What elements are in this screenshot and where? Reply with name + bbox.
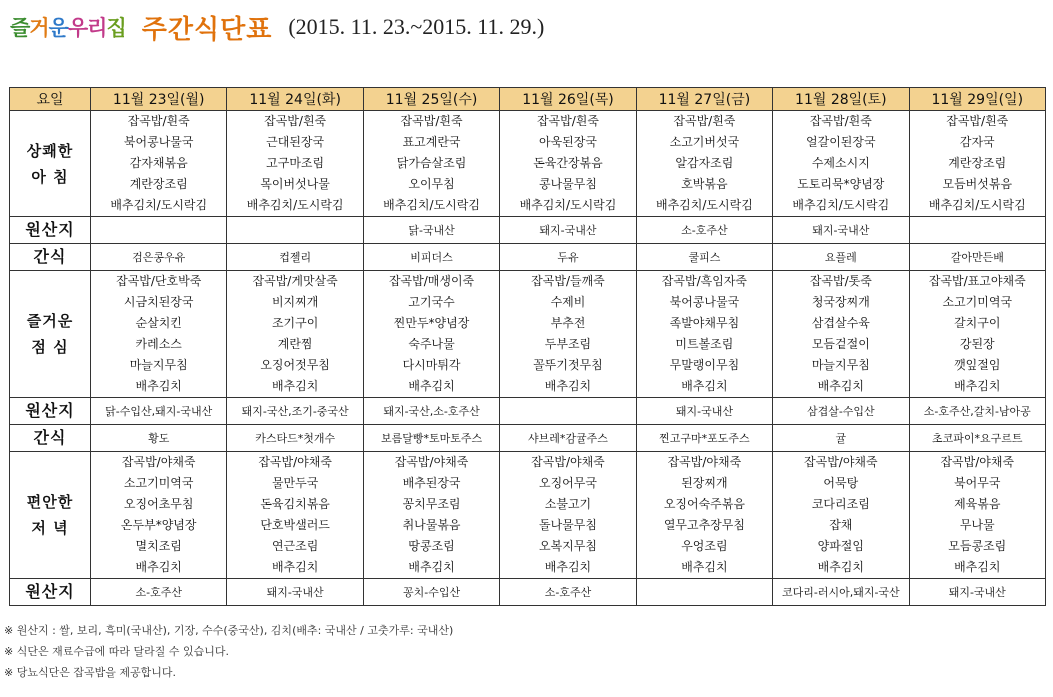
menu-item: 배추김치 — [681, 560, 728, 574]
lunch-origin-cell: 돼지-국산,소-호주산 — [363, 398, 499, 425]
weekly-menu-table — [9, 87, 1046, 606]
menu-item: 돌나물무침 — [538, 518, 597, 532]
menu-item: 배추김치 — [408, 379, 455, 393]
menu-item: 제육볶음 — [954, 497, 1001, 511]
dinner-cell — [909, 452, 1045, 579]
menu-item: 된장찌개 — [681, 476, 728, 490]
menu-item: 취나물볶음 — [402, 518, 461, 532]
menu-item: 모듬콩조림 — [948, 539, 1007, 553]
day-header: 11월 29일(일) — [909, 88, 1045, 111]
menu-item: 돈육김치볶음 — [260, 497, 330, 511]
menu-item: 고구마조림 — [266, 156, 325, 170]
day-header: 11월 26일(목) — [500, 88, 636, 111]
lunch-label — [10, 271, 91, 398]
menu-item: 꼴뚜기젓무침 — [533, 358, 603, 372]
menu-item: 잡곡밥/야채죽 — [940, 455, 1015, 469]
menu-item: 잡채 — [829, 518, 853, 532]
dinner-origin-cell: 돼지-국내산 — [227, 579, 363, 606]
menu-item: 꽁치무조림 — [402, 497, 461, 511]
dinner-label-line: 편안한 — [26, 493, 74, 511]
footnotes — [4, 620, 453, 683]
lunch-cell — [909, 271, 1045, 398]
menu-item: 숙주나물 — [408, 337, 455, 351]
menu-item: 두부조림 — [544, 337, 592, 351]
menu-item: 고기국수 — [408, 295, 455, 309]
afternoon-snack-cell: 카스타드*첫개수 — [227, 425, 363, 452]
day-header: 11월 27일(금) — [636, 88, 772, 111]
menu-item: 잡곡밥/흑임자죽 — [661, 274, 747, 288]
menu-item: 배추김치 — [271, 560, 319, 574]
menu-item: 잡곡밥/흰죽 — [946, 114, 1009, 128]
menu-item: 땅콩조림 — [408, 539, 455, 553]
lunch-label-line: 점 심 — [31, 338, 69, 356]
menu-item: 오징어초무침 — [123, 497, 194, 511]
lunch-cell — [91, 271, 227, 398]
menu-item: 잡곡밥/게맛살죽 — [252, 274, 338, 288]
afternoon-snack-cell: 샤브레*감귤주스 — [500, 425, 636, 452]
afternoon-snack-cell: 귤 — [773, 425, 909, 452]
menu-item: 알감자조림 — [675, 156, 734, 170]
dinner-cell — [636, 452, 772, 579]
menu-item: 잡곡밥/들깨죽 — [531, 274, 605, 288]
menu-item: 잡곡밥/매생이죽 — [388, 274, 475, 288]
menu-item: 북어무국 — [954, 476, 1001, 490]
menu-item: 잡곡밥/흰죽 — [400, 114, 463, 128]
logo-char: 우리 — [67, 16, 107, 40]
menu-item: 배추된장국 — [402, 476, 461, 490]
dinner-label-line: 저 녁 — [31, 519, 69, 537]
footnote: ※ 식단은 재료수급에 따라 달라질 수 있습니다. — [4, 645, 229, 658]
menu-item: 감자국 — [959, 135, 995, 149]
lunch-origin-cell: 소-호주산,갈치-남아공 — [909, 398, 1045, 425]
menu-item: 배추김치/도시락김 — [246, 198, 344, 212]
menu-item: 표고계란국 — [402, 135, 461, 149]
menu-item: 순살치킨 — [135, 316, 182, 330]
day-header-corner: 요일 — [10, 88, 91, 111]
menu-item: 배추김치/도시락김 — [519, 198, 617, 212]
menu-item: 부추전 — [550, 316, 586, 330]
menu-item: 배추김치 — [954, 560, 1001, 574]
menu-item: 멸치조림 — [135, 539, 182, 553]
menu-period: (2015. 11. 23.~2015. 11. 29.) — [288, 14, 545, 39]
breakfast-origin-cell: 소-호주산 — [636, 217, 772, 244]
breakfast-row — [10, 111, 1046, 217]
menu-item: 잡곡밥/야채죽 — [667, 455, 742, 469]
dinner-origin-cell: 소-호주산 — [500, 579, 636, 606]
menu-item: 미트볼조림 — [675, 337, 734, 351]
menu-item: 배추김치/도시락김 — [383, 198, 480, 212]
menu-item: 오복지무침 — [538, 539, 597, 553]
lunch-origin-label: 원산지 — [10, 398, 91, 425]
menu-item: 마늘지무침 — [811, 358, 870, 372]
breakfast-cell — [363, 111, 499, 217]
afternoon-snack-row — [10, 425, 1046, 452]
morning-snack-cell: 검은콩우유 — [91, 244, 227, 271]
menu-item: 배추김치 — [681, 379, 728, 393]
morning-snack-cell: 갈아만든배 — [909, 244, 1045, 271]
lunch-origin-cell: 닭-수입산,돼지-국내산 — [91, 398, 227, 425]
page-title: 주간식단표 — [141, 14, 273, 45]
morning-snack-cell: 비피더스 — [363, 244, 499, 271]
menu-item: 물만두국 — [271, 476, 319, 490]
menu-item: 온두부*양념장 — [120, 518, 197, 532]
afternoon-snack-cell: 초코파이*요구르트 — [909, 425, 1045, 452]
menu-item: 배추김치 — [135, 379, 182, 393]
logo — [10, 12, 126, 42]
menu-item: 감자채볶음 — [129, 156, 188, 170]
menu-item: 오징어젓무침 — [260, 358, 330, 372]
menu-item: 수제소시지 — [811, 156, 870, 170]
breakfast-origin-cell: 돼지-국내산 — [773, 217, 909, 244]
breakfast-origin-cell: 돼지-국내산 — [500, 217, 636, 244]
footnote: ※ 원산지 : 쌀, 보리, 흑미(국내산), 기장, 수수(중국산), 김치(배추: 국내산 / 고춧가루: 국내산) — [4, 624, 454, 637]
menu-item: 잡곡밥/톳죽 — [809, 274, 872, 288]
menu-item: 모듬겉절이 — [811, 337, 870, 351]
lunch-origin-cell: 돼지-국내산 — [636, 398, 772, 425]
logo-char: 운 — [48, 16, 68, 40]
dinner-cell — [363, 452, 499, 579]
menu-item: 배추김치 — [817, 560, 864, 574]
footnote: ※ 당뇨식단은 잡곡밥을 제공합니다. — [4, 666, 176, 679]
lunch-label-line: 즐거운 — [26, 312, 74, 330]
lunch-cell — [500, 271, 636, 398]
menu-item: 잡곡밥/표고야채죽 — [928, 274, 1026, 288]
menu-item: 배추김치 — [408, 560, 455, 574]
menu-item: 잡곡밥/흰죽 — [264, 114, 327, 128]
menu-item: 계란장조림 — [129, 177, 188, 191]
lunch-origin-cell — [500, 398, 636, 425]
menu-item: 수제비 — [550, 295, 586, 309]
menu-item: 닭가슴살조림 — [396, 156, 467, 170]
menu-item: 어묵탕 — [823, 476, 859, 490]
morning-snack-row — [10, 244, 1046, 271]
menu-item: 청국장찌개 — [811, 295, 870, 309]
menu-item: 잡곡밥/흰죽 — [127, 114, 190, 128]
menu-item: 계란찜 — [277, 337, 313, 351]
lunch-origin-cell: 삼겹살-수입산 — [773, 398, 909, 425]
breakfast-cell — [500, 111, 636, 217]
menu-item: 조기구이 — [271, 316, 319, 330]
menu-item: 소고기미역국 — [942, 295, 1013, 309]
menu-item: 잡곡밥/야채죽 — [531, 455, 605, 469]
dinner-origin-cell: 소-호주산 — [91, 579, 227, 606]
dinner-cell — [227, 452, 363, 579]
lunch-cell — [363, 271, 499, 398]
menu-item: 오징어무국 — [538, 476, 597, 490]
dinner-origin-cell: 코다리-러시아,돼지-국산 — [773, 579, 909, 606]
menu-item: 소불고기 — [544, 497, 592, 511]
breakfast-label-line: 상쾌한 — [26, 141, 74, 160]
menu-item: 오이무침 — [408, 177, 455, 191]
menu-item: 양파절임 — [817, 539, 864, 553]
menu-item: 잡곡밥/흰죽 — [809, 114, 872, 128]
lunch-origin-cell: 돼지-국산,조기-중국산 — [227, 398, 363, 425]
menu-item: 족발야채무침 — [669, 316, 740, 330]
morning-snack-cell: 요플레 — [773, 244, 909, 271]
dinner-origin-cell: 꽁치-수입산 — [363, 579, 499, 606]
menu-item: 잡곡밥/야채죽 — [804, 455, 878, 469]
morning-snack-label: 간식 — [10, 244, 91, 271]
lunch-origin-row — [10, 398, 1046, 425]
menu-item: 북어콩나물국 — [123, 135, 194, 149]
menu-item: 배추김치/도시락김 — [110, 198, 208, 212]
dinner-cell — [500, 452, 636, 579]
afternoon-snack-cell: 찐고구마*포도주스 — [636, 425, 772, 452]
breakfast-label — [10, 111, 91, 217]
lunch-cell — [773, 271, 909, 398]
menu-item: 배추김치 — [271, 379, 319, 393]
logo-char: 즐 — [10, 16, 30, 40]
menu-item: 찐만두*양념장 — [393, 316, 470, 330]
menu-item: 배추김치 — [135, 560, 182, 574]
day-header: 11월 24일(화) — [227, 88, 363, 111]
menu-item: 오징어숙주볶음 — [663, 497, 745, 511]
breakfast-cell — [91, 111, 227, 217]
page-header — [10, 6, 544, 48]
menu-item: 잡곡밥/흰죽 — [673, 114, 736, 128]
morning-snack-cell: 쿨피스 — [636, 244, 772, 271]
breakfast-origin-cell — [227, 217, 363, 244]
breakfast-cell — [636, 111, 772, 217]
menu-item: 소고기미역국 — [123, 476, 194, 490]
menu-item: 비지찌개 — [271, 295, 319, 309]
dinner-row — [10, 452, 1046, 579]
menu-item: 북어콩나물국 — [669, 295, 740, 309]
dinner-origin-cell — [636, 579, 772, 606]
menu-item: 연근조림 — [271, 539, 319, 553]
breakfast-origin-label: 원산지 — [10, 217, 91, 244]
menu-item: 잡곡밥/야채죽 — [258, 455, 332, 469]
day-header: 11월 28일(토) — [773, 88, 909, 111]
menu-item: 무나물 — [959, 518, 995, 532]
breakfast-origin-cell — [909, 217, 1045, 244]
menu-item: 배추김치/도시락김 — [656, 198, 753, 212]
menu-item: 돈육간장볶음 — [533, 156, 603, 170]
logo-char: 거 — [29, 16, 49, 40]
menu-item: 모듬버섯볶음 — [942, 177, 1013, 191]
menu-item: 호박볶음 — [681, 177, 728, 191]
menu-item: 코다리조림 — [811, 497, 870, 511]
menu-item: 열무고추장무침 — [663, 518, 745, 532]
menu-item: 잡곡밥/흰죽 — [536, 114, 599, 128]
day-header: 11월 23일(월) — [91, 88, 227, 111]
lunch-cell — [227, 271, 363, 398]
morning-snack-cell: 컵젤리 — [227, 244, 363, 271]
menu-item: 갈치구이 — [954, 316, 1001, 330]
breakfast-cell — [773, 111, 909, 217]
menu-item: 배추김치 — [544, 379, 592, 393]
breakfast-cell — [909, 111, 1045, 217]
menu-item: 잡곡밥/야채죽 — [121, 455, 196, 469]
breakfast-origin-row — [10, 217, 1046, 244]
breakfast-cell — [227, 111, 363, 217]
afternoon-snack-cell: 보름달빵*토마토주스 — [363, 425, 499, 452]
menu-item: 강된장 — [959, 337, 995, 351]
menu-item: 무말랭이무침 — [669, 358, 740, 372]
menu-item: 얼갈이된장국 — [806, 135, 876, 149]
lunch-row — [10, 271, 1046, 398]
menu-item: 잡곡밥/단호박죽 — [116, 274, 202, 288]
dinner-origin-label: 원산지 — [10, 579, 91, 606]
menu-item: 카레소스 — [135, 337, 182, 351]
dinner-origin-cell: 돼지-국내산 — [909, 579, 1045, 606]
afternoon-snack-cell: 황도 — [91, 425, 227, 452]
dinner-origin-row — [10, 579, 1046, 606]
dinner-cell — [91, 452, 227, 579]
menu-item: 삼겹살수육 — [811, 316, 870, 330]
lunch-cell — [636, 271, 772, 398]
breakfast-label-line: 아 침 — [31, 167, 69, 186]
menu-item: 배추김치 — [544, 560, 592, 574]
menu-item: 콩나물무침 — [538, 177, 597, 191]
menu-item: 다시마튀각 — [402, 358, 461, 372]
menu-item: 배추김치 — [954, 379, 1001, 393]
menu-item: 도토리묵*양념장 — [797, 177, 885, 191]
menu-item: 시금치된장국 — [123, 295, 194, 309]
menu-item: 계란장조림 — [948, 156, 1007, 170]
menu-item: 배추김치/도시락김 — [792, 198, 890, 212]
breakfast-origin-cell: 닭-국내산 — [363, 217, 499, 244]
morning-snack-cell: 두유 — [500, 244, 636, 271]
afternoon-snack-label: 간식 — [10, 425, 91, 452]
menu-item: 근대된장국 — [266, 135, 325, 149]
menu-item: 마늘지무침 — [129, 358, 188, 372]
logo-char: 집 — [106, 16, 126, 40]
day-header: 11월 25일(수) — [363, 88, 499, 111]
menu-item: 배추김치 — [817, 379, 864, 393]
breakfast-origin-cell — [91, 217, 227, 244]
menu-item: 깻잎절임 — [954, 358, 1001, 372]
day-header-row — [10, 88, 1046, 111]
menu-item: 아욱된장국 — [538, 135, 597, 149]
menu-item: 배추김치/도시락김 — [928, 198, 1026, 212]
menu-item: 잡곡밥/야채죽 — [394, 455, 469, 469]
menu-item: 목이버섯나물 — [260, 177, 330, 191]
dinner-label — [10, 452, 91, 579]
menu-item: 단호박샐러드 — [260, 518, 330, 532]
dinner-cell — [773, 452, 909, 579]
menu-item: 우엉조림 — [681, 539, 728, 553]
menu-item: 소고기버섯국 — [669, 135, 740, 149]
